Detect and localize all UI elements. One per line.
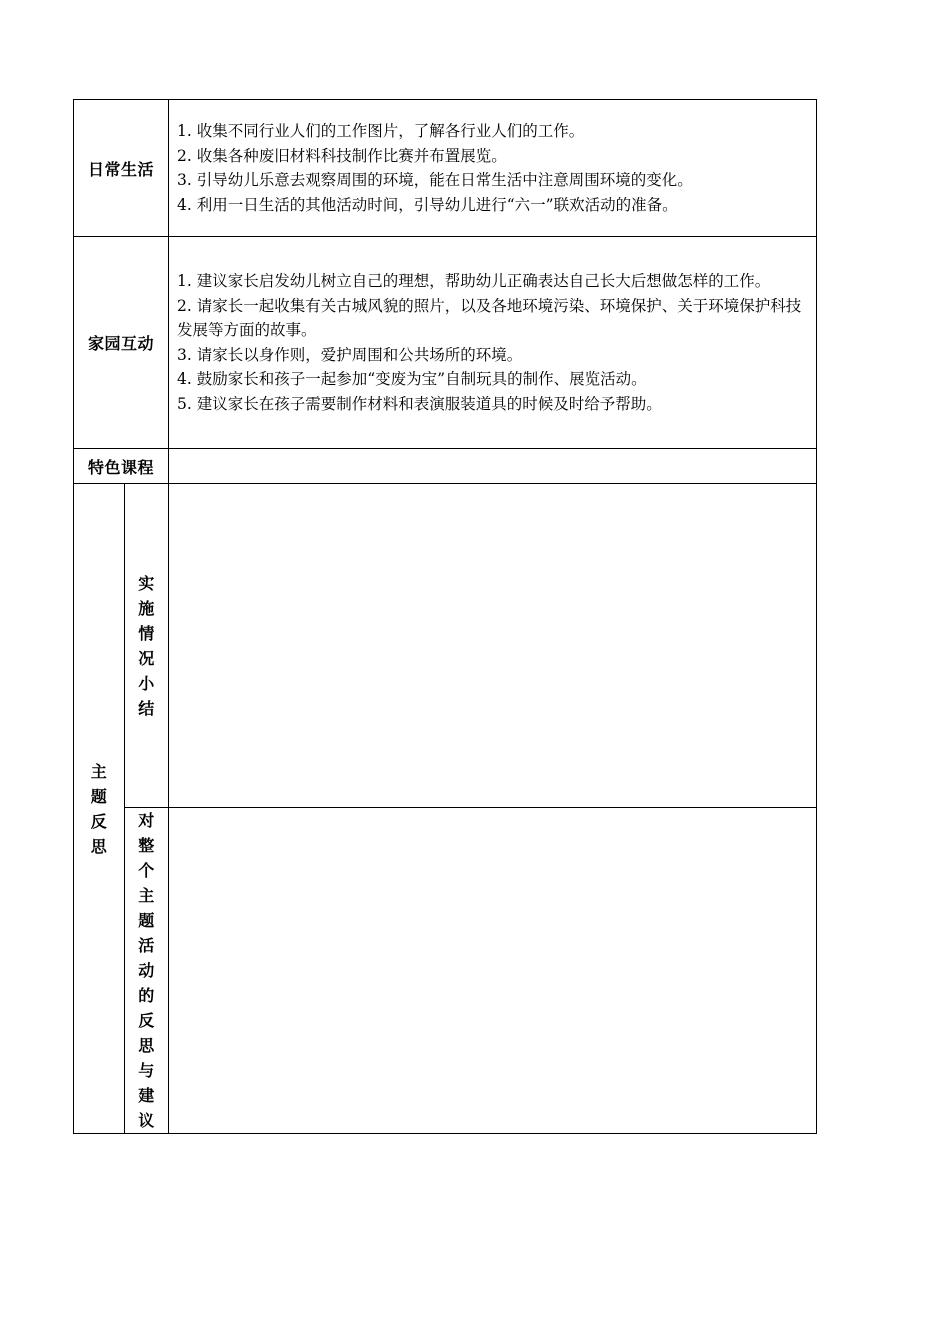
home-school-item: 5. 建议家长在孩子需要制作材料和表演服装道具的时候及时给予帮助。	[177, 394, 662, 413]
home-school-row	[74, 237, 817, 449]
reflection-label: 主题反思	[90, 761, 108, 856]
home-school-content	[169, 237, 817, 449]
special-course-label: 特色课程	[74, 449, 169, 484]
home-school-item: 1. 建议家长启发幼儿树立自己的理想，帮助幼儿正确表达自己长大后想做怎样的工作。	[177, 272, 771, 290]
special-course-row	[74, 449, 817, 484]
summary-content	[169, 484, 817, 808]
daily-life-content	[169, 100, 817, 237]
home-school-item: 3. 请家长以身作则，爱护周围和公共场所的环境。	[177, 345, 523, 364]
special-course-content	[169, 449, 817, 484]
home-school-label: 家园互动	[74, 237, 169, 449]
daily-life-item: 1. 收集不同行业人们的工作图片，了解各行业人们的工作。	[177, 122, 585, 140]
daily-life-row	[74, 100, 817, 237]
home-school-item: 2. 请家长一起收集有关古城风貌的照片，以及各地环境污染、环境保护、关于环境保护科技发展等方面的故事。	[177, 296, 802, 339]
summary-label-cell	[125, 484, 169, 808]
theme-plan-table	[73, 99, 817, 1134]
reflection-summary-row	[74, 484, 817, 808]
daily-life-item: 2. 收集各种废旧材料科技制作比赛并布置展览。	[177, 146, 507, 165]
daily-life-label: 日常生活	[74, 100, 169, 237]
daily-life-item: 4. 利用一日生活的其他活动时间，引导幼儿进行“六一”联欢活动的准备。	[177, 195, 678, 214]
summary-label: 实施情况小结	[138, 573, 155, 718]
reflection-suggest-row	[74, 808, 817, 1134]
daily-life-item: 3. 引导幼儿乐意去观察周围的环境，能在日常生活中注意周围环境的变化。	[177, 171, 693, 189]
reflection-label-cell	[74, 484, 125, 1134]
suggest-content	[169, 808, 817, 1134]
suggest-label-cell	[125, 808, 169, 1134]
home-school-item: 4. 鼓励家长和孩子一起参加“变废为宝”自制玩具的制作、展览活动。	[177, 370, 647, 388]
suggest-label: 对整个主题活动的反思与建议	[138, 811, 155, 1130]
